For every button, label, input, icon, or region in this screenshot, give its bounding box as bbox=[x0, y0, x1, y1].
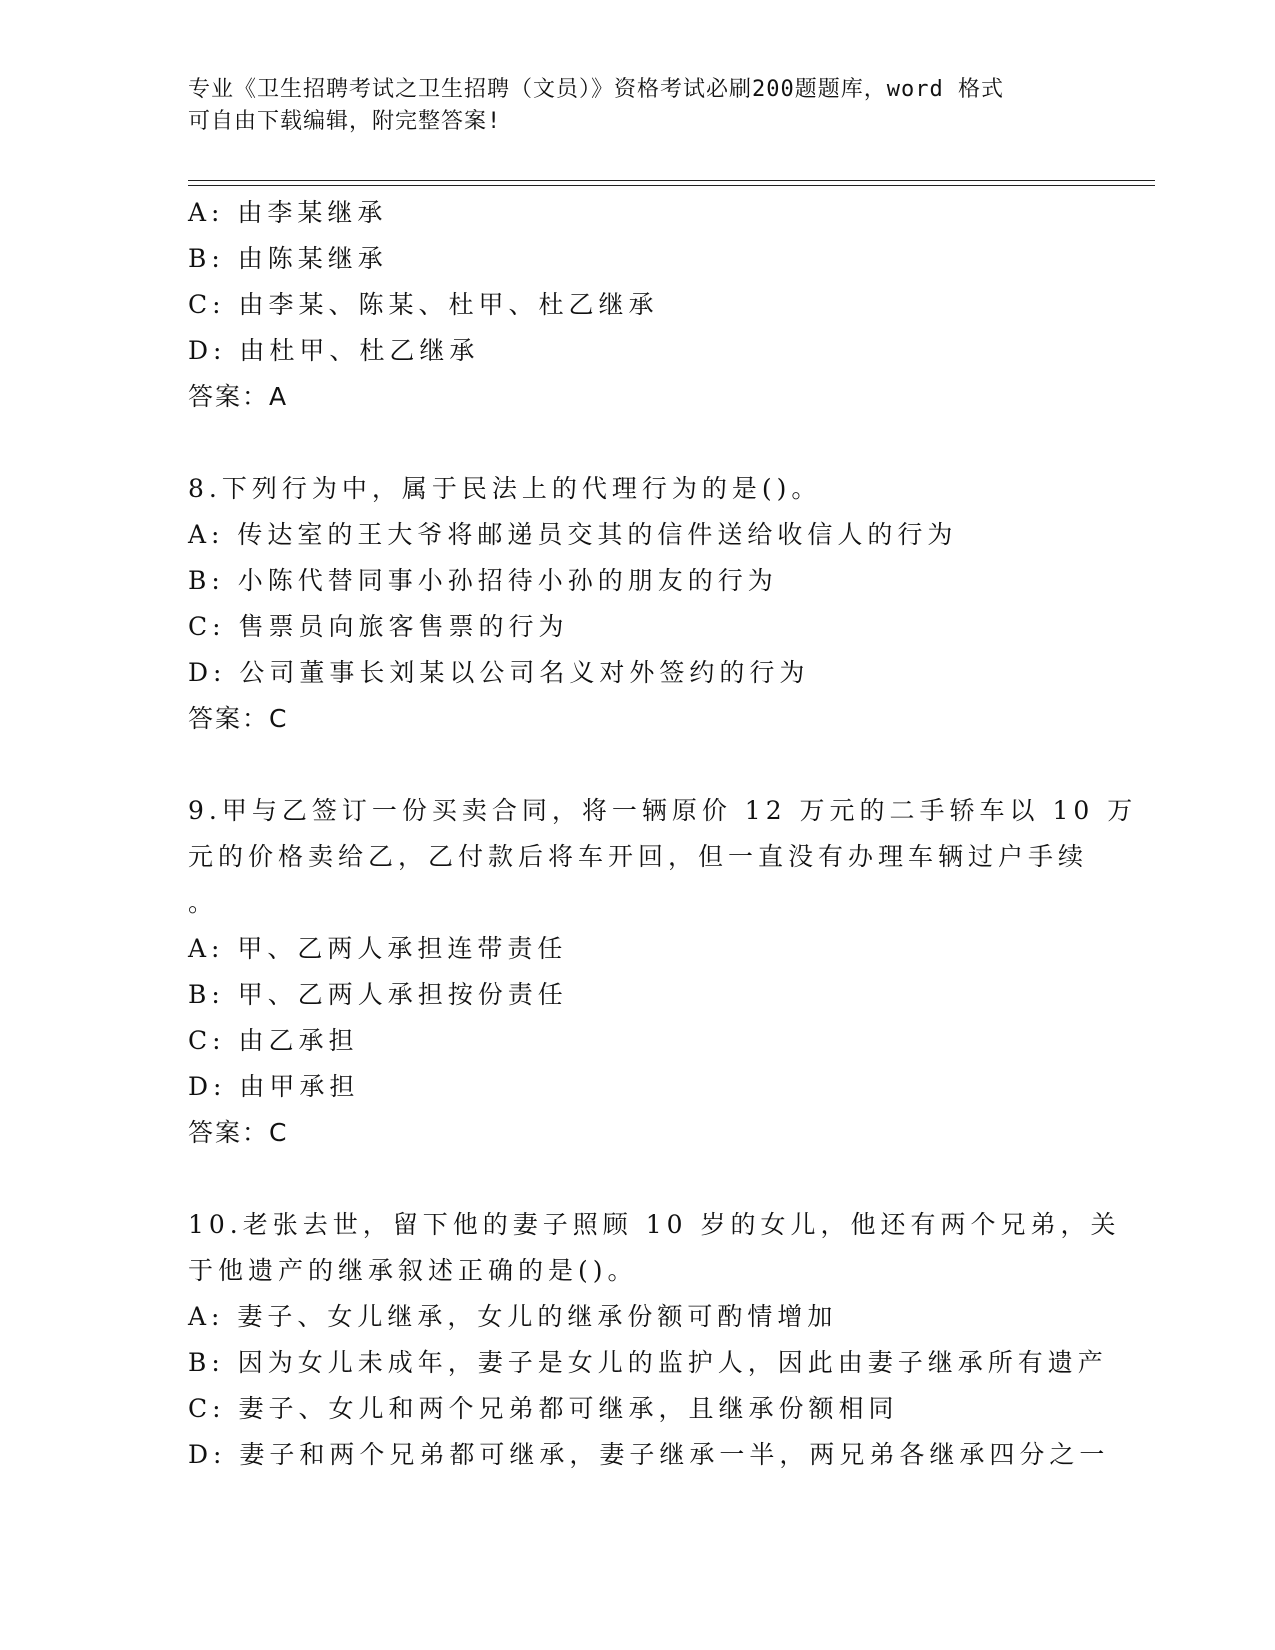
question-text-line-2: 于他遗产的继承叙述正确的是()。 bbox=[188, 1256, 638, 1285]
question-9 bbox=[188, 788, 1138, 1156]
option-b: B: 甲、乙两人承担按份责任 bbox=[188, 980, 568, 1009]
option-a: A: 甲、乙两人承担连带责任 bbox=[188, 934, 568, 963]
option-a: A: 妻子、女儿继承，女儿的继承份额可酌情增加 bbox=[188, 1302, 838, 1331]
header-divider-bottom bbox=[188, 185, 1155, 186]
option-d: D: 由甲承担 bbox=[188, 1072, 360, 1101]
question-10 bbox=[188, 1202, 1121, 1478]
question-text-line-1: 10.老张去世，留下他的妻子照顾 10 岁的女儿，他还有两个兄弟，关 bbox=[188, 1210, 1121, 1239]
question-text-line-3: 。 bbox=[188, 888, 219, 917]
spacer bbox=[188, 1156, 1088, 1202]
option-b: B: 小陈代替同事小孙招待小孙的朋友的行为 bbox=[188, 566, 778, 595]
header-line-1: 专业《卫生招聘考试之卫生招聘（文员）》资格考试必刷200题题库，word 格式 bbox=[188, 77, 1004, 102]
question-8 bbox=[188, 466, 1088, 742]
option-c: C: 由乙承担 bbox=[188, 1026, 359, 1055]
header-divider-top bbox=[188, 180, 1155, 181]
option-d: D: 妻子和两个兄弟都可继承，妻子继承一半，两兄弟各继承四分之一 bbox=[188, 1440, 1110, 1469]
option-b: B: 因为女儿未成年，妻子是女儿的监护人，因此由妻子继承所有遗产 bbox=[188, 1348, 1108, 1377]
spacer bbox=[188, 742, 1088, 788]
question-text: 8.下列行为中，属于民法上的代理行为的是()。 bbox=[188, 474, 822, 503]
document-header bbox=[188, 74, 1068, 138]
option-d: D: 由杜甲、杜乙继承 bbox=[188, 336, 480, 365]
option-a: A: 传达室的王大爷将邮递员交其的信件送给收信人的行为 bbox=[188, 520, 958, 549]
option-a: A: 由李某继承 bbox=[188, 198, 388, 227]
option-c: C: 由李某、陈某、杜甲、杜乙继承 bbox=[188, 290, 659, 319]
option-b: B: 由陈某继承 bbox=[188, 244, 388, 273]
option-c: C: 妻子、女儿和两个兄弟都可继承，且继承份额相同 bbox=[188, 1394, 899, 1423]
question-list bbox=[188, 190, 1138, 1478]
question-7 bbox=[188, 190, 1088, 420]
question-text-line-1: 9.甲与乙签订一份买卖合同，将一辆原价 12 万元的二手轿车以 10 万 bbox=[188, 796, 1138, 825]
answer: 答案：C bbox=[188, 704, 289, 733]
question-text-line-2: 元的价格卖给乙，乙付款后将车开回，但一直没有办理车辆过户手续 bbox=[188, 842, 1089, 871]
answer: 答案：C bbox=[188, 1118, 289, 1147]
spacer bbox=[188, 420, 1088, 466]
option-c: C: 售票员向旅客售票的行为 bbox=[188, 612, 569, 641]
option-d: D: 公司董事长刘某以公司名义对外签约的行为 bbox=[188, 658, 810, 687]
header-line-2: 可自由下载编辑，附完整答案! bbox=[188, 109, 502, 134]
answer: 答案：A bbox=[188, 382, 289, 411]
